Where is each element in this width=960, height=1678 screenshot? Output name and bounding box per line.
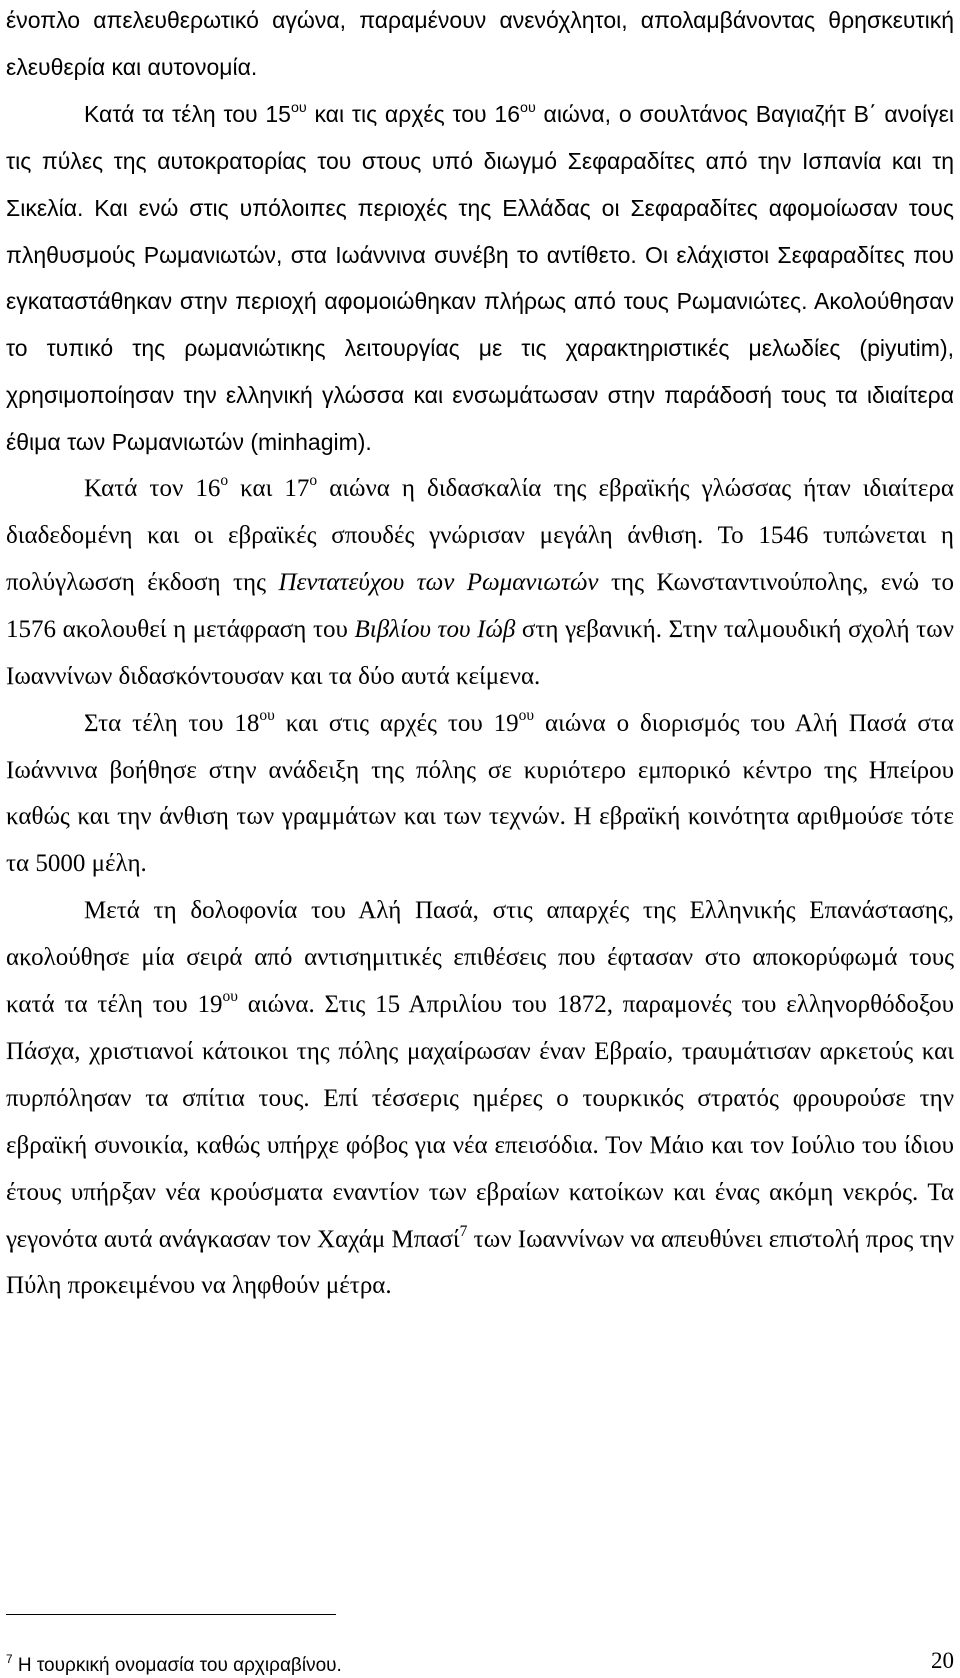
paragraph-hebrew-studies bbox=[6, 466, 954, 701]
footnote bbox=[6, 1652, 342, 1677]
paragraph-text: και στις αρχές του 19 bbox=[274, 709, 519, 737]
paragraph-text: αιώνα η διδασκαλία της εβραϊκής γλώσσας ήταν ιδιαίτερα διαδεδομένη και οι εβραϊκές σπουδές γνώρισαν μεγάλη άνθιση. Το 1546 τυπώνεται η πολύγλωσση έκδοση της bbox=[6, 475, 954, 596]
body-text bbox=[6, 0, 954, 1310]
superscript: ου bbox=[259, 706, 275, 724]
superscript: ο bbox=[220, 472, 229, 490]
paragraph-text: Μετά τη δολοφονία του Αλή Πασά, στις απαρχές της Ελληνικής Επανάστασης, ακολούθησε μία σειρά από αντισημιτικές επιθέσεις που έφτασαν στο αποκορύφωμά τους κατά τα τέλη του 19 bbox=[6, 897, 954, 1019]
paragraph-text: Κατά τον 16 bbox=[84, 475, 221, 503]
book-title-italic: Πεντατεύχου των Ρωμανιωτών bbox=[278, 568, 599, 596]
footnote-separator bbox=[6, 1614, 336, 1615]
paragraph-text: αιώνα. Στις 15 Απριλίου του 1872, παραμονές του ελληνορθόδοξου Πάσχα, χριστιανοί κάτοικοι της πόλης μαχαίρωσαν έναν Εβραίο, τραυμάτισαν αρκετούς και πυρπόλησαν τα σπίτια τους. Επί τέσσερις ημέρες ο τουρκικός στρατός φρουρούσε την εβραϊκή συνοικία, καθώς υπήρχε φόβος για νέα επεισόδια. Τον Μάιο και τον Ιούλιο του ίδιου έτους υπήρξαν νέα κρούσματα εναντίον των εβραίων κατοίκων και ένας ακόμη νεκρός. Τα γεγονότα αυτά ανάγκασαν τον Χαχάμ Μπασί bbox=[6, 991, 954, 1253]
superscript: ου bbox=[520, 99, 536, 116]
superscript: ου bbox=[518, 706, 535, 724]
paragraph-text: Στα τέλη του 18 bbox=[84, 709, 260, 737]
paragraph-text: Κατά τα τέλη του 15 bbox=[84, 100, 291, 127]
paragraph-text: των Ιωαννίνων να απευθύνει επιστολή προς την Πύλη προκειμένου να ληφθούν μέτρα. bbox=[6, 1225, 954, 1300]
footnote-text: Η τουρκική ονομασία του αρχιραβίνου. bbox=[12, 1655, 342, 1676]
paragraph-intro-continuation bbox=[6, 0, 954, 91]
paragraph-text: ένοπλο απελευθερωτικό αγώνα, παραμένουν ανενόχλητοι, απολαμβάνοντας θρησκευτική ελευθερία και αυτονομία. bbox=[6, 7, 954, 80]
footnote-reference[interactable]: 7 bbox=[459, 1222, 468, 1240]
superscript: ου bbox=[222, 988, 238, 1006]
paragraph-text: της Κωνσταντινούπολης, ενώ το 1576 ακολουθεί η μετάφραση του bbox=[6, 568, 955, 643]
paragraph-text: αιώνα, ο σουλτάνος Βαγιαζήτ Β΄ ανοίγει τις πύλες της αυτοκρατορίας του στους υπό διωγμό Σεφαραδίτες από την Ισπανία και τη Σικελία. Και ενώ στις υπόλοιπες περιοχές της Ελλάδας οι Σεφαραδίτες αφομοίωσαν τους πληθυσμούς Ρωμανιωτών, στα Ιωάννινα συνέβη το αντίθετο. Οι ελάχιστοι Σεφαραδίτες που εγκαταστάθηκαν στην περιοχή αφομοιώθηκαν πλήρως από τους Ρωμανιώτες. Ακολούθησαν το τυπικό της ρωμανιώτικης λειτουργίας με τις χαρακτηριστικές μελωδίες (piyutim), χρησιμοποίησαν την ελληνική γλώσσα και ενσωμάτωσαν στην παράδοσή τους τα ιδιαίτερα έθιμα των Ρωμανιωτών (minhagim). bbox=[6, 100, 954, 456]
page-number: 20 bbox=[931, 1648, 954, 1673]
paragraph-antisemitic-attacks bbox=[6, 888, 954, 1310]
paragraph-text: στη γεβανική. Στην ταλμουδική σχολή των Ιωαννίνων διδασκόντουσαν και τα δύο αυτά κείμενα. bbox=[6, 615, 954, 690]
paragraph-text: και 17 bbox=[228, 475, 310, 503]
book-title-italic: Βιβλίου του Ιώβ bbox=[354, 615, 516, 643]
paragraph-text: και τις αρχές του 16 bbox=[306, 100, 521, 127]
superscript: ο bbox=[309, 472, 318, 490]
paragraph-text: αιώνα ο διορισμός του Αλή Πασά στα Ιωάννινα βοήθησε στην ανάδειξη της πόλης σε κυριότερο εμπορικό κέντρο της Ηπείρου καθώς και την άνθιση των γραμμάτων και των τεχνών. Η εβραϊκή κοινότητα αριθμούσε τότε τα 5000 μέλη. bbox=[6, 709, 954, 878]
footnote-marker: 7 bbox=[6, 1652, 13, 1666]
paragraph-sephardim bbox=[6, 91, 954, 466]
superscript: ου bbox=[290, 99, 307, 116]
paragraph-ali-pasha bbox=[6, 701, 954, 889]
